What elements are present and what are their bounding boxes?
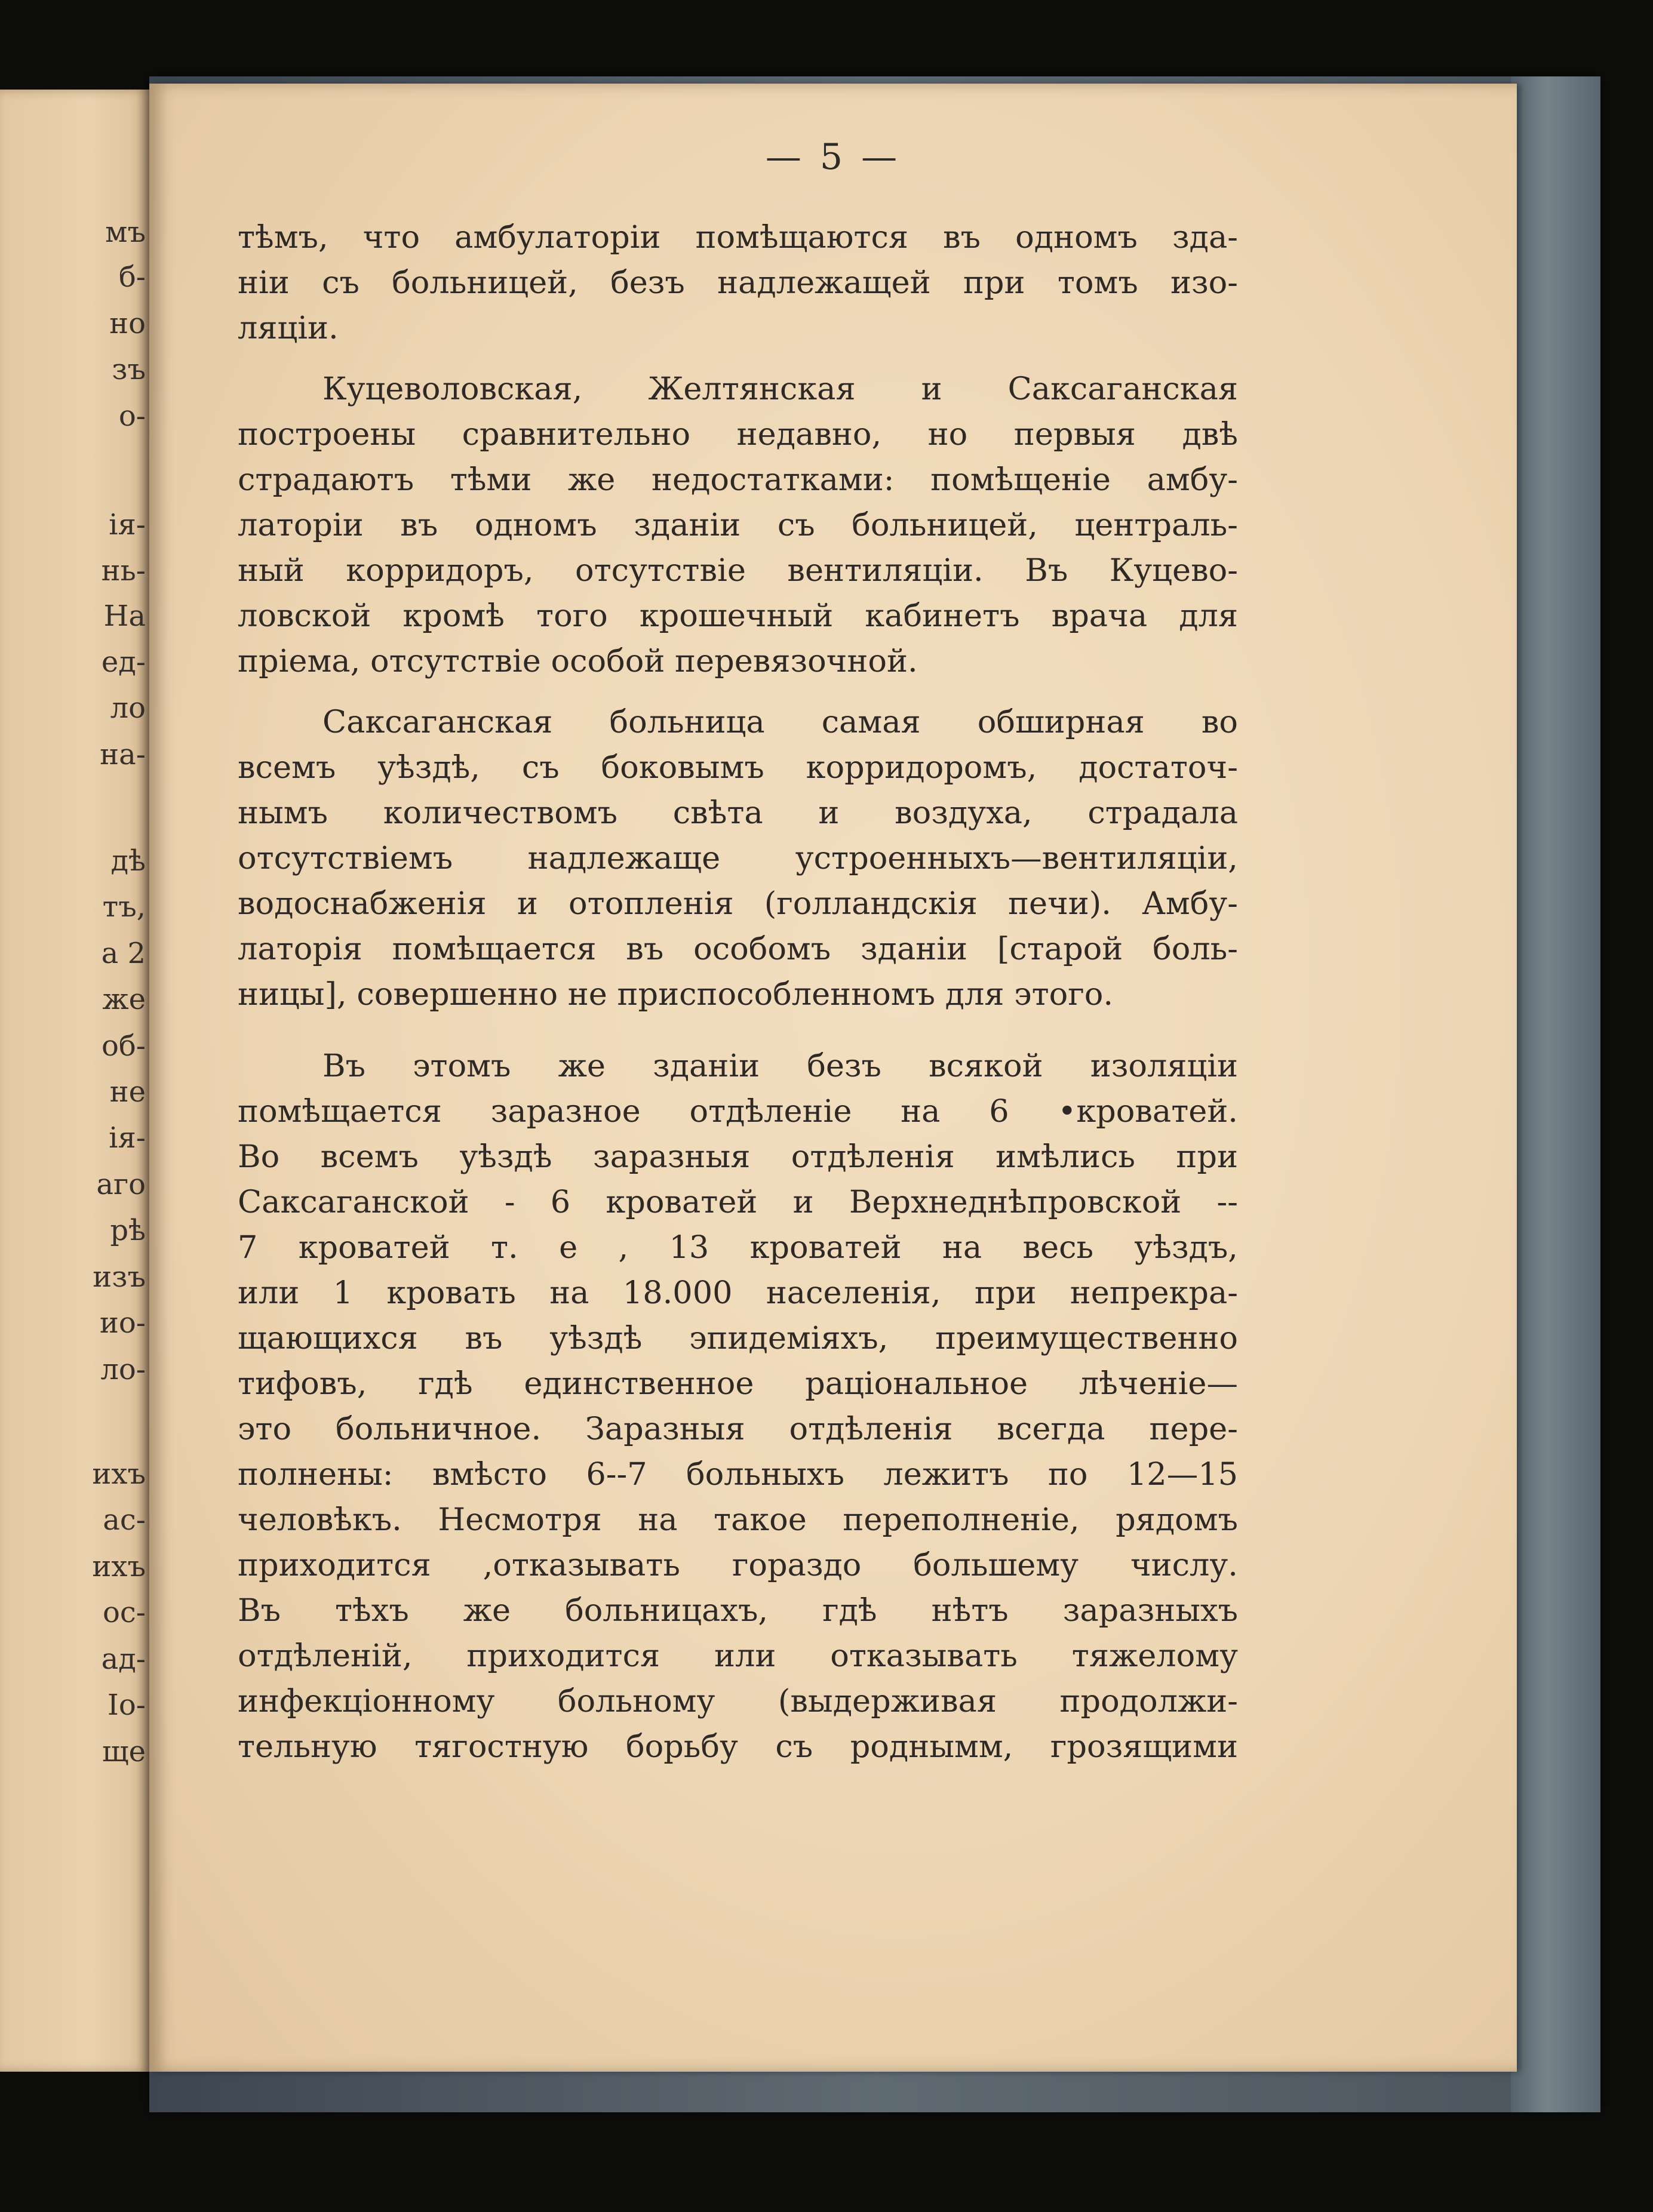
left-page-fragment: об- <box>101 1029 146 1063</box>
text-line: полнены: вмѣсто 6--7 больныхъ лежитъ по 12—15 <box>238 1456 1238 1493</box>
left-page-fragment: зъ <box>112 353 146 386</box>
left-page-fragment: ія- <box>109 508 146 542</box>
text-line: ный корридоръ, отсутствіе вентиляціи. Въ Куцево- <box>238 552 1238 589</box>
page-number: — 5 — <box>765 136 901 178</box>
left-page-fragment: ще <box>102 1735 146 1768</box>
text-line: 7 кроватей т. е , 13 кроватей на весь уѣздъ, <box>238 1229 1238 1266</box>
text-line: это больничное. Заразныя отдѣленія всегда пере- <box>238 1411 1238 1447</box>
left-page-fragment: ас- <box>103 1503 146 1537</box>
text-line: ляціи. <box>238 310 339 346</box>
cover-edge <box>1511 76 1600 2112</box>
text-line: приходится ,отказывать гораздо большему числу. <box>238 1547 1238 1583</box>
text-line: отсутствіемъ надлежаще устроенныхъ—вентиляціи, <box>238 840 1238 876</box>
text-line: Куцеволовская, Желтянская и Саксаганская <box>322 371 1238 407</box>
text-line: страдаютъ тѣми же недостатками: помѣщеніе амбу- <box>238 462 1238 498</box>
left-page-fragment: рѣ <box>110 1214 146 1247</box>
text-line: или 1 кровать на 18.000 населенія, при непрекра- <box>238 1275 1238 1311</box>
text-line: латоріи въ одномъ зданіи съ больницей, централь- <box>238 507 1238 543</box>
text-line: щающихся въ уѣздѣ эпидеміяхъ, преимущественно <box>238 1320 1238 1356</box>
text-line: Въ тѣхъ же больницахъ, гдѣ нѣтъ заразныхъ <box>238 1592 1238 1629</box>
left-page-fragment: ло- <box>100 1353 146 1386</box>
left-page-fragment: ио- <box>99 1306 146 1340</box>
left-page-fragment: б- <box>118 260 146 294</box>
text-line: отдѣленій, приходится или отказывать тяжелому <box>238 1638 1238 1674</box>
left-page-fragment: На <box>103 599 146 633</box>
left-page-edge <box>0 90 149 2072</box>
left-page-fragment: Io- <box>107 1688 146 1722</box>
text-line: нымъ количествомъ свѣта и воздуха, страдала <box>238 795 1238 831</box>
text-line: пріема, отсутствіе особой перевязочной. <box>238 643 918 679</box>
text-line: построены сравнительно недавно, но первыя двѣ <box>238 416 1238 453</box>
text-line: тельную тягостную борьбу съ роднымм, грозящими <box>238 1728 1238 1765</box>
text-line: Во всемъ уѣздѣ заразныя отдѣленія имѣлись при <box>238 1139 1238 1175</box>
left-page-fragment: дѣ <box>110 844 146 878</box>
text-line: ницы], совершенно не приспособленномъ для этого. <box>238 976 1114 1013</box>
left-page-fragment: нь- <box>101 554 146 587</box>
left-page-fragment: ихъ <box>92 1550 146 1583</box>
text-line: ловской кромѣ того крошечный кабинетъ врача для <box>238 598 1238 634</box>
text-line: помѣщается заразное отдѣленіе на 6 •кроватей. <box>238 1093 1238 1130</box>
left-page-fragment: ихъ <box>92 1457 146 1491</box>
left-page-fragment: ос- <box>103 1596 146 1629</box>
left-page-fragment: ед- <box>101 645 146 679</box>
text-line: тифовъ, гдѣ единственное раціональное лѣченіе— <box>238 1365 1238 1402</box>
left-page-fragment: ія- <box>109 1121 146 1155</box>
left-page-fragment: но <box>109 307 146 340</box>
left-page-fragment: на- <box>100 738 146 771</box>
left-page-fragment: о- <box>118 399 146 433</box>
text-line: Въ этомъ же зданіи безъ всякой изоляціи <box>322 1048 1238 1084</box>
text-line: человѣкъ. Несмотря на такое переполненіе, рядомъ <box>238 1502 1238 1538</box>
left-page-fragment: же <box>102 983 146 1016</box>
text-line: латорія помѣщается въ особомъ зданіи [старой боль- <box>238 931 1238 967</box>
left-page-fragment: изъ <box>93 1260 146 1294</box>
left-page-fragment: мъ <box>105 216 146 249</box>
left-page-fragment: ад- <box>101 1642 146 1676</box>
left-page-fragment: аго <box>96 1168 146 1201</box>
book-page <box>149 84 1517 2072</box>
text-line: водоснабженія и отопленія (голландскія печи). Амбу- <box>238 885 1238 922</box>
text-line: Саксаганской - 6 кроватей и Верхнеднѣпровской -- <box>238 1184 1238 1220</box>
left-page-fragment: а 2 <box>101 937 146 970</box>
left-page-fragment: ло <box>110 691 146 725</box>
text-line: Саксаганская больница самая обширная во <box>322 704 1238 740</box>
left-page-fragment: тъ, <box>102 890 146 924</box>
left-page-fragment: не <box>109 1075 146 1109</box>
text-line: тѣмъ, что амбулаторіи помѣщаются въ одномъ зда- <box>238 219 1238 256</box>
text-line: ніи съ больницей, безъ надлежащей при томъ изо- <box>238 264 1238 301</box>
text-line: инфекціонному больному (выдерживая продолжи- <box>238 1683 1238 1719</box>
text-line: всемъ уѣздѣ, съ боковымъ корридоромъ, достаточ- <box>238 749 1238 786</box>
